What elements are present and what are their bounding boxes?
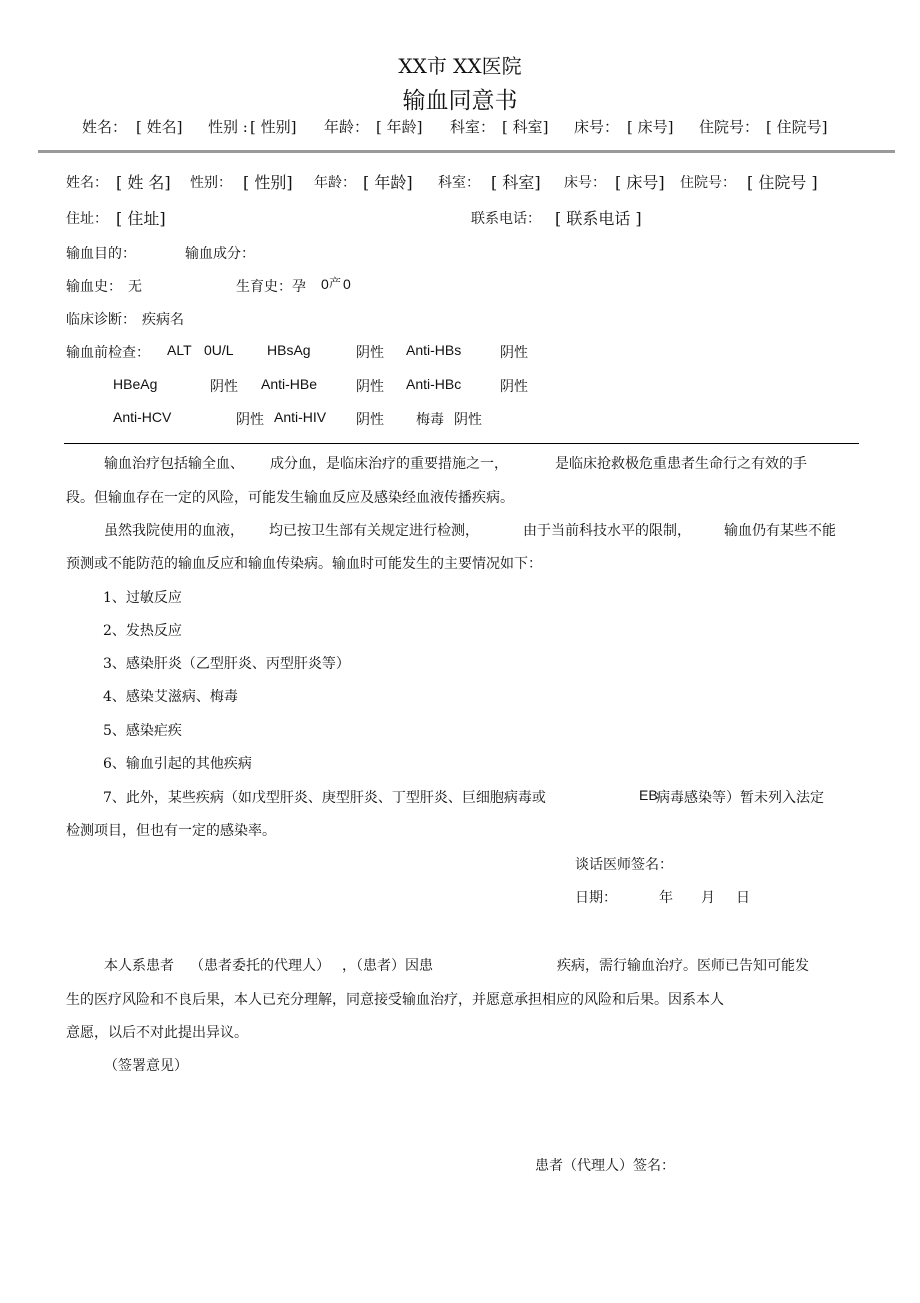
alt-value: 0U/L	[204, 342, 234, 358]
anti-hiv-name: Anti-HIV	[274, 409, 327, 425]
header-gender-label: 性别 :	[208, 118, 248, 136]
signing-opinion-label: （签署意见）	[104, 1058, 188, 1074]
anti-hcv-name: Anti-HCV	[113, 409, 172, 425]
header-divider	[38, 150, 895, 153]
consent-part-c: ，（患者）因患	[342, 958, 433, 974]
purpose-label: 输血目的：	[66, 246, 136, 262]
risk-item-1: 1、过敏反应	[103, 590, 182, 606]
syphilis-result: 阴性	[454, 412, 482, 428]
patient-admission-label: 住院号：	[680, 175, 736, 191]
pretest-label: 输血前检查：	[66, 345, 150, 361]
pregnancy-value: 0	[321, 276, 329, 292]
phone-label: 联系电话：	[471, 211, 541, 227]
para2-part-b: 均已按卫生部有关规定进行检测，	[269, 523, 479, 539]
header-bed-label: 床号：	[574, 118, 620, 136]
section-divider	[64, 443, 859, 444]
phone-value: [ 联系电话 ]	[555, 209, 642, 228]
history-label: 输血史：	[66, 279, 122, 295]
history-value: 无	[128, 279, 142, 295]
patient-dept-label: 科室：	[438, 175, 480, 191]
date-day: 日	[736, 890, 750, 906]
consent-line-3: 意愿，以后不对此提出异议。	[66, 1025, 248, 1041]
date-month: 月	[701, 890, 715, 906]
para2-part-e: 预测或不能防范的输血反应和输血传染病。输血时可能发生的主要情况如下：	[66, 556, 542, 572]
patient-age-label: 年龄：	[314, 175, 356, 191]
anti-hbc-result: 阴性	[500, 379, 528, 395]
birth-label: 产	[329, 276, 342, 290]
patient-admission-value: [ 住院号 ]	[747, 173, 818, 192]
hbsag-result: 阴性	[356, 345, 384, 361]
consent-part-d: 疾病，需行输血治疗。医师已告知可能发	[557, 958, 809, 974]
address-label: 住址：	[66, 211, 108, 227]
header-name-value: [ 姓名]	[136, 118, 183, 136]
anti-hbe-name: Anti-HBe	[261, 376, 318, 392]
header-age-value: [ 年龄]	[376, 118, 423, 136]
para1-part-d: 段。但输血存在一定的风险，可能发生输血反应及感染经血液传播疾病。	[66, 490, 514, 506]
header-name-label: 姓名：	[82, 118, 128, 136]
consent-part-b: （患者委托的代理人）	[190, 958, 330, 974]
risk-item-3: 3、感染肝炎（乙型肝炎、丙型肝炎等）	[103, 656, 350, 672]
patient-gender-label: 性别：	[190, 175, 232, 191]
alt-name: ALT	[167, 342, 192, 358]
hospital-name: XX市 XX医院	[398, 54, 522, 78]
risk-item-6: 6、输血引起的其他疾病	[103, 756, 252, 772]
header-admission-value: [ 住院号]	[766, 118, 828, 136]
form-title: 输血同意书	[402, 88, 518, 114]
anti-hbs-name: Anti-HBs	[406, 342, 462, 358]
para1-part-c: 是临床抢救极危重患者生命行之有效的手	[555, 456, 807, 472]
para2-part-a: 虽然我院使用的血液，	[104, 523, 244, 539]
component-label: 输血成分：	[185, 246, 255, 262]
anti-hiv-result: 阴性	[356, 412, 384, 428]
hbeag-name: HBeAg	[113, 376, 158, 392]
patient-sign-label: 患者（代理人）签名：	[535, 1158, 675, 1174]
anti-hbc-name: Anti-HBc	[406, 376, 462, 392]
risk-item-7-b: EB	[639, 787, 658, 803]
anti-hcv-result: 阴性	[236, 412, 264, 428]
header-gender-value: [ 性别]	[250, 118, 297, 136]
header-dept-label: 科室：	[450, 118, 496, 136]
reproductive-label: 生育史：孕	[236, 279, 306, 295]
address-value: [ 住址]	[116, 209, 166, 228]
risk-item-7-a: 7、此外，某些疾病（如戊型肝炎、庚型肝炎、丁型肝炎、巨细胞病毒或	[103, 790, 546, 806]
diagnosis-value: 疾病名	[142, 312, 184, 328]
patient-bed-value: [ 床号]	[615, 173, 665, 192]
header-bed-value: [ 床号]	[627, 118, 674, 136]
header-admission-label: 住院号：	[699, 118, 760, 136]
para2-part-d: 输血仍有某些不能	[724, 523, 836, 539]
risk-item-4: 4、感染艾滋病、梅毒	[103, 689, 238, 705]
header-dept-value: [ 科室]	[502, 118, 549, 136]
birth-value: 0	[343, 276, 351, 292]
patient-age-value: [ 年龄]	[363, 173, 413, 192]
anti-hbs-result: 阴性	[500, 345, 528, 361]
patient-bed-label: 床号：	[564, 175, 606, 191]
hbeag-result: 阴性	[210, 379, 238, 395]
para1-part-a: 输血治疗包括输全血、	[104, 456, 244, 472]
patient-gender-value: [ 性别]	[243, 173, 293, 192]
risk-item-5: 5、感染疟疾	[103, 723, 182, 739]
para1-part-b: 成分血，是临床治疗的重要措施之一，	[270, 456, 508, 472]
doctor-sign-label: 谈话医师签名：	[575, 857, 673, 873]
diagnosis-label: 临床诊断：	[66, 312, 136, 328]
header-age-label: 年龄：	[324, 118, 370, 136]
anti-hbe-result: 阴性	[356, 379, 384, 395]
consent-line-2: 生的医疗风险和不良后果，本人已充分理解，同意接受输血治疗，并愿意承担相应的风险和后果。因系本人	[66, 992, 724, 1008]
date-label: 日期：	[575, 890, 617, 906]
patient-dept-value: [ 科室]	[491, 173, 541, 192]
risk-item-2: 2、发热反应	[103, 623, 182, 639]
hbsag-name: HBsAg	[267, 342, 311, 358]
consent-part-a: 本人系患者	[104, 958, 174, 974]
date-year: 年	[659, 890, 673, 906]
patient-name-label: 姓名：	[66, 175, 108, 191]
risk-item-7-c: 病毒感染等）暂未列入法定	[656, 790, 824, 806]
syphilis-name: 梅毒	[416, 412, 444, 428]
patient-name-value: [ 姓 名]	[116, 173, 171, 192]
risk-item-7-d: 检测项目，但也有一定的感染率。	[66, 823, 276, 839]
para2-part-c: 由于当前科技水平的限制，	[523, 523, 691, 539]
